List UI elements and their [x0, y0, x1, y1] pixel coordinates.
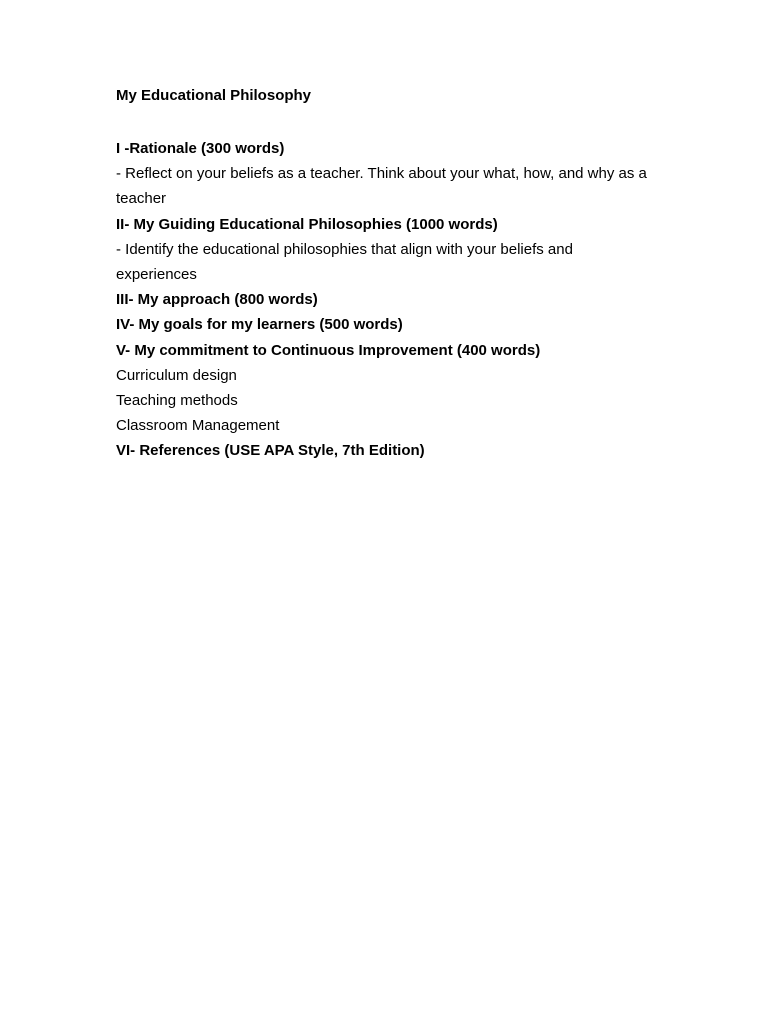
- section-note-rationale: - Reflect on your beliefs as a teacher. Think about your what, how, and why as a teacher: [116, 165, 647, 208]
- list-item-teaching-methods: Teaching methods: [116, 392, 238, 410]
- section-heading-goals: IV- My goals for my learners (500 words): [116, 316, 403, 334]
- document-page: [116, 86, 656, 464]
- list-item-classroom-management: Classroom Management: [116, 417, 280, 435]
- section-note-guiding-philosophies: - Identify the educational philosophies that align with your beliefs and experiences: [116, 240, 573, 284]
- document-title: My Educational Philosophy: [116, 87, 312, 104]
- section-heading-guiding-philosophies: II- My Guiding Educational Philosophies (1000 words): [116, 215, 498, 233]
- section-heading-approach: III- My approach (800 words): [116, 291, 318, 309]
- title-spacer: [116, 106, 656, 136]
- list-item-curriculum-design: Curriculum design: [116, 366, 237, 384]
- section-heading-references: VI- References (USE APA Style, 7th Edition): [116, 442, 425, 460]
- section-heading-continuous-improvement: V- My commitment to Continuous Improvement (400 words): [116, 341, 541, 359]
- section-heading-rationale: I -Rationale (300 words): [116, 140, 285, 157]
